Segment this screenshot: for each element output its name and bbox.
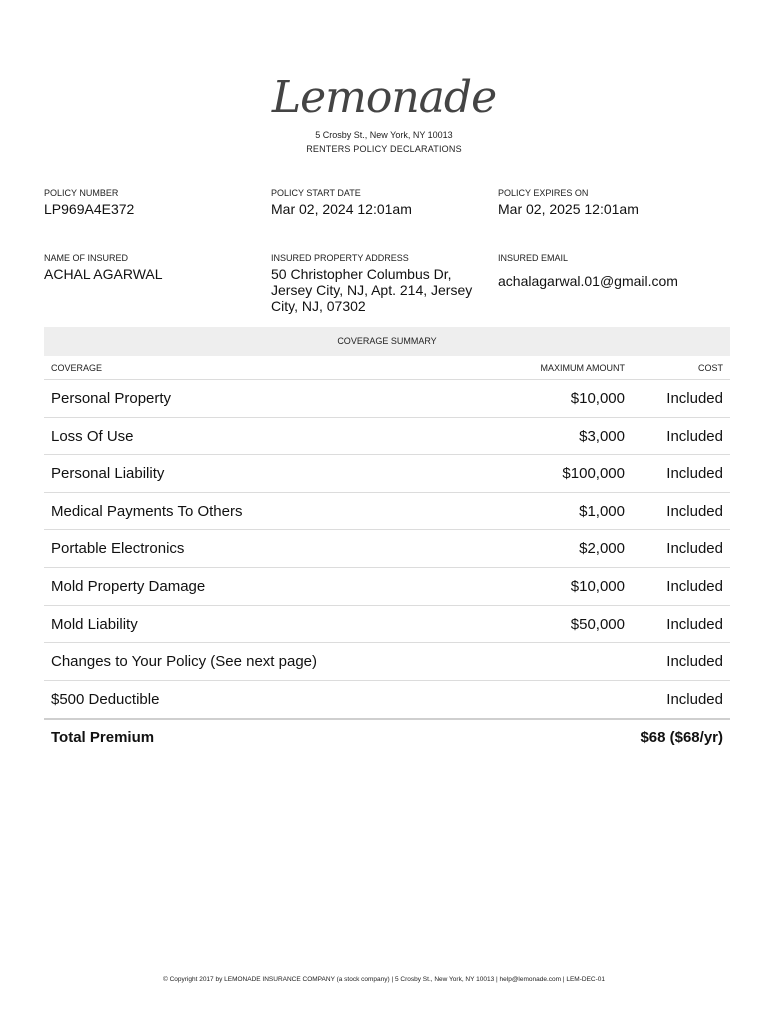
policy-expires-block	[498, 188, 708, 217]
coverage-cost: Included	[666, 540, 723, 558]
page-footer: © Copyright 2017 by LEMONADE INSURANCE COMPANY (a stock company) | 5 Crosby St., New York, NY 10013 | help@lemonade.com | LEM-DEC-01	[162, 976, 605, 983]
table-header-row	[44, 356, 730, 380]
coverage-cost: Included	[666, 690, 723, 708]
coverage-name: Personal Liability	[51, 465, 165, 483]
document-header	[0, 72, 768, 154]
coverage-name: Medical Payments To Others	[51, 502, 243, 520]
column-header-max-amount: MAXIMUM AMOUNT	[540, 363, 625, 373]
table-row	[44, 380, 730, 418]
insured-name-block	[44, 253, 254, 282]
table-row	[44, 681, 730, 719]
coverage-name: Mold Property Damage	[51, 577, 206, 595]
total-premium-row	[44, 718, 730, 756]
coverage-name: Mold Liability	[51, 615, 138, 633]
coverage-name: $500 Deductible	[51, 690, 160, 708]
policy-number-label: POLICY NUMBER	[44, 188, 119, 198]
coverage-name: Personal Property	[51, 390, 172, 407]
coverage-summary-table	[44, 327, 730, 756]
coverage-amount: $100,000	[562, 465, 625, 483]
policy-start-value: Mar 02, 2024 12:01am	[271, 201, 412, 217]
insured-email-value: achalagarwal.01@gmail.com	[498, 273, 678, 289]
table-row	[44, 643, 730, 681]
coverage-cost: Included	[666, 577, 723, 595]
coverage-amount: $2,000	[579, 540, 625, 558]
coverage-amount: $3,000	[579, 427, 625, 445]
coverage-amount: $10,000	[570, 577, 625, 595]
table-row	[44, 455, 730, 493]
policy-number-value: LP969A4E372	[44, 201, 135, 217]
coverage-amount: $10,000	[570, 390, 625, 407]
insured-name-label: NAME OF INSURED	[44, 253, 129, 263]
coverage-cost: Included	[666, 390, 723, 407]
coverage-name: Changes to Your Policy (See next page)	[51, 653, 318, 671]
policy-start-block	[271, 188, 481, 217]
total-premium-label: Total Premium	[51, 729, 155, 747]
insured-name-value: ACHAL AGARWAL	[44, 266, 163, 282]
coverage-name: Portable Electronics	[51, 540, 185, 558]
company-address: 5 Crosby St., New York, NY 10013	[315, 130, 453, 140]
lemonade-logo: Lemonade	[271, 72, 497, 123]
coverage-summary-title: COVERAGE SUMMARY	[44, 327, 730, 356]
table-row	[44, 418, 730, 456]
property-address-value: 50 Christopher Columbus Dr, Jersey City, NJ, Apt. 214, Jersey City, NJ, 07302	[271, 266, 473, 314]
table-row	[44, 568, 730, 606]
coverage-amount: $1,000	[579, 502, 625, 520]
column-header-cost: COST	[697, 363, 723, 373]
coverage-cost: Included	[666, 653, 723, 671]
table-row	[44, 606, 730, 644]
property-address-block	[271, 253, 481, 314]
coverage-amount: $50,000	[570, 615, 625, 633]
coverage-cost: Included	[666, 502, 723, 520]
policy-start-label: POLICY START DATE	[271, 188, 361, 198]
column-header-coverage: COVERAGE	[51, 363, 103, 373]
coverage-cost: Included	[666, 465, 723, 483]
table-row	[44, 493, 730, 531]
policy-expires-value: Mar 02, 2025 12:01am	[498, 201, 639, 217]
insured-email-block	[498, 253, 708, 289]
total-premium-value: $68 ($68/yr)	[640, 729, 723, 747]
coverage-name: Loss Of Use	[51, 427, 134, 445]
table-row	[44, 530, 730, 568]
property-address-label: INSURED PROPERTY ADDRESS	[271, 253, 409, 263]
document-title: RENTERS POLICY DECLARATIONS	[306, 144, 462, 154]
insured-email-label: INSURED EMAIL	[498, 253, 569, 263]
coverage-cost: Included	[666, 427, 723, 445]
policy-number-block	[44, 188, 254, 217]
policy-expires-label: POLICY EXPIRES ON	[498, 188, 589, 198]
coverage-cost: Included	[666, 615, 723, 633]
